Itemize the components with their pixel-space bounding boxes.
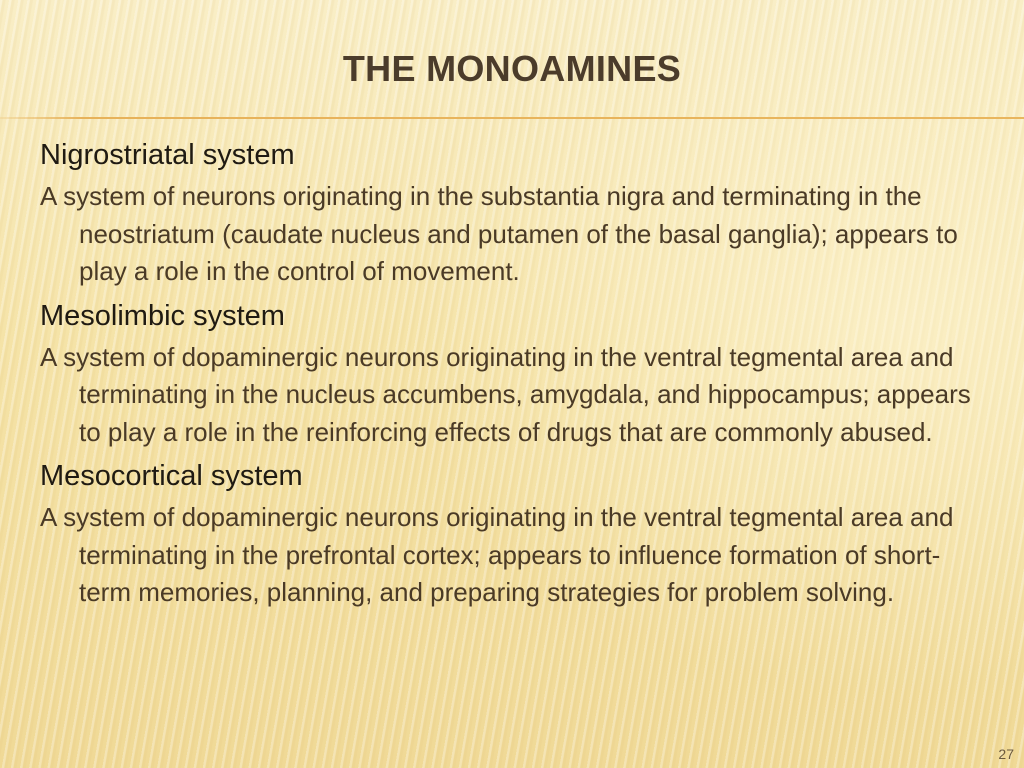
section-nigrostriatal xyxy=(40,136,980,291)
section-text: A system of dopaminergic neurons originating in the ventral tegmental area and terminating in the prefrontal cortex; appears to influence formation of short-term memories, planning, and preparing strategies for problem solving. xyxy=(40,502,954,607)
slide-title: THE MONOAMINES xyxy=(342,48,682,89)
section-heading: Mesocortical system xyxy=(40,460,303,492)
section-text: A system of dopaminergic neurons originating in the ventral tegmental area and terminating in the nucleus accumbens, amygdala, and hippocampus; appears to play a role in the reinforcing effects of drugs that are commonly abused. xyxy=(40,341,971,447)
slide-body xyxy=(40,136,980,618)
title-divider xyxy=(0,117,1024,119)
page-number: 27 xyxy=(998,746,1014,762)
section-mesolimbic xyxy=(40,297,980,452)
section-mesocortical xyxy=(40,457,980,612)
section-heading: Nigrostriatal system xyxy=(40,139,295,171)
section-text: A system of neurons originating in the substantia nigra and terminating in the neostriatum (caudate nucleus and putamen of the basal ganglia); appears to play a role in the control of movement. xyxy=(40,181,958,286)
section-heading: Mesolimbic system xyxy=(40,299,285,332)
